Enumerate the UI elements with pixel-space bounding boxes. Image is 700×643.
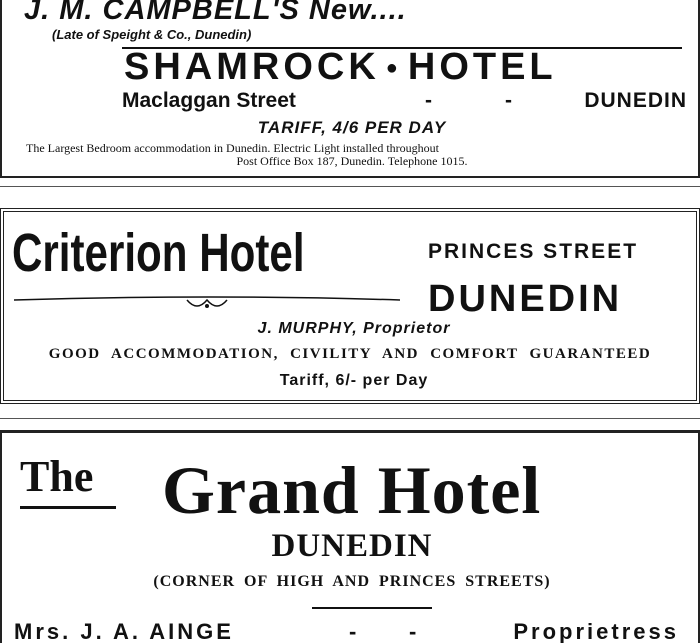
divider bbox=[0, 186, 700, 187]
guarantee-line: GOOD ACCOMMODATION, CIVILITY AND COMFORT GUARANTEED bbox=[48, 346, 652, 362]
proprietress-name: Mrs. J. A. AINGE bbox=[14, 619, 234, 643]
corner-note: (CORNER OF HIGH AND PRINCES STREETS) bbox=[153, 573, 551, 590]
hotel-name: Criterion Hotel bbox=[12, 223, 305, 283]
hotel-name: Grand Hotel bbox=[162, 452, 542, 528]
city: DUNEDIN bbox=[584, 89, 687, 112]
dash: - bbox=[425, 89, 432, 112]
accommodation-note: The Largest Bedroom accommodation in Dunedin. Electric Light installed throughout bbox=[26, 141, 440, 155]
proprietor: J. MURPHY, Proprietor bbox=[257, 320, 451, 337]
flourish-ornament bbox=[12, 292, 402, 314]
dash: - bbox=[409, 619, 420, 643]
shamrock-hotel-ad bbox=[0, 0, 700, 178]
city: DUNEDIN bbox=[428, 278, 623, 320]
dash: - bbox=[505, 89, 512, 112]
criterion-hotel-ad bbox=[0, 208, 700, 404]
the-word: The bbox=[20, 452, 94, 501]
hotel-name bbox=[124, 46, 684, 89]
the-underline bbox=[20, 506, 116, 509]
grand-hotel-ad bbox=[0, 430, 700, 643]
tariff: TARIFF, 4/6 PER DAY bbox=[257, 118, 447, 137]
street: Maclaggan Street bbox=[122, 89, 296, 112]
divider bbox=[0, 418, 700, 419]
proprietor-heading: J. M. CAMPBELL'S New.... bbox=[24, 0, 407, 26]
tariff: Tariff, 6/- per Day bbox=[279, 372, 429, 389]
separator-dot: ● bbox=[385, 57, 402, 80]
city: DUNEDIN bbox=[271, 528, 433, 564]
hotel-name-part2: HOTEL bbox=[407, 46, 557, 88]
street: PRINCES STREET bbox=[428, 240, 639, 263]
dash: - bbox=[349, 619, 360, 643]
contact-line: Post Office Box 187, Dunedin. Telephone 1015. bbox=[236, 154, 468, 168]
role: Proprietress bbox=[513, 619, 679, 643]
late-of-note: (Late of Speight & Co., Dunedin) bbox=[52, 27, 252, 42]
short-rule bbox=[312, 607, 432, 609]
hotel-name-part1: SHAMROCK bbox=[124, 46, 380, 88]
